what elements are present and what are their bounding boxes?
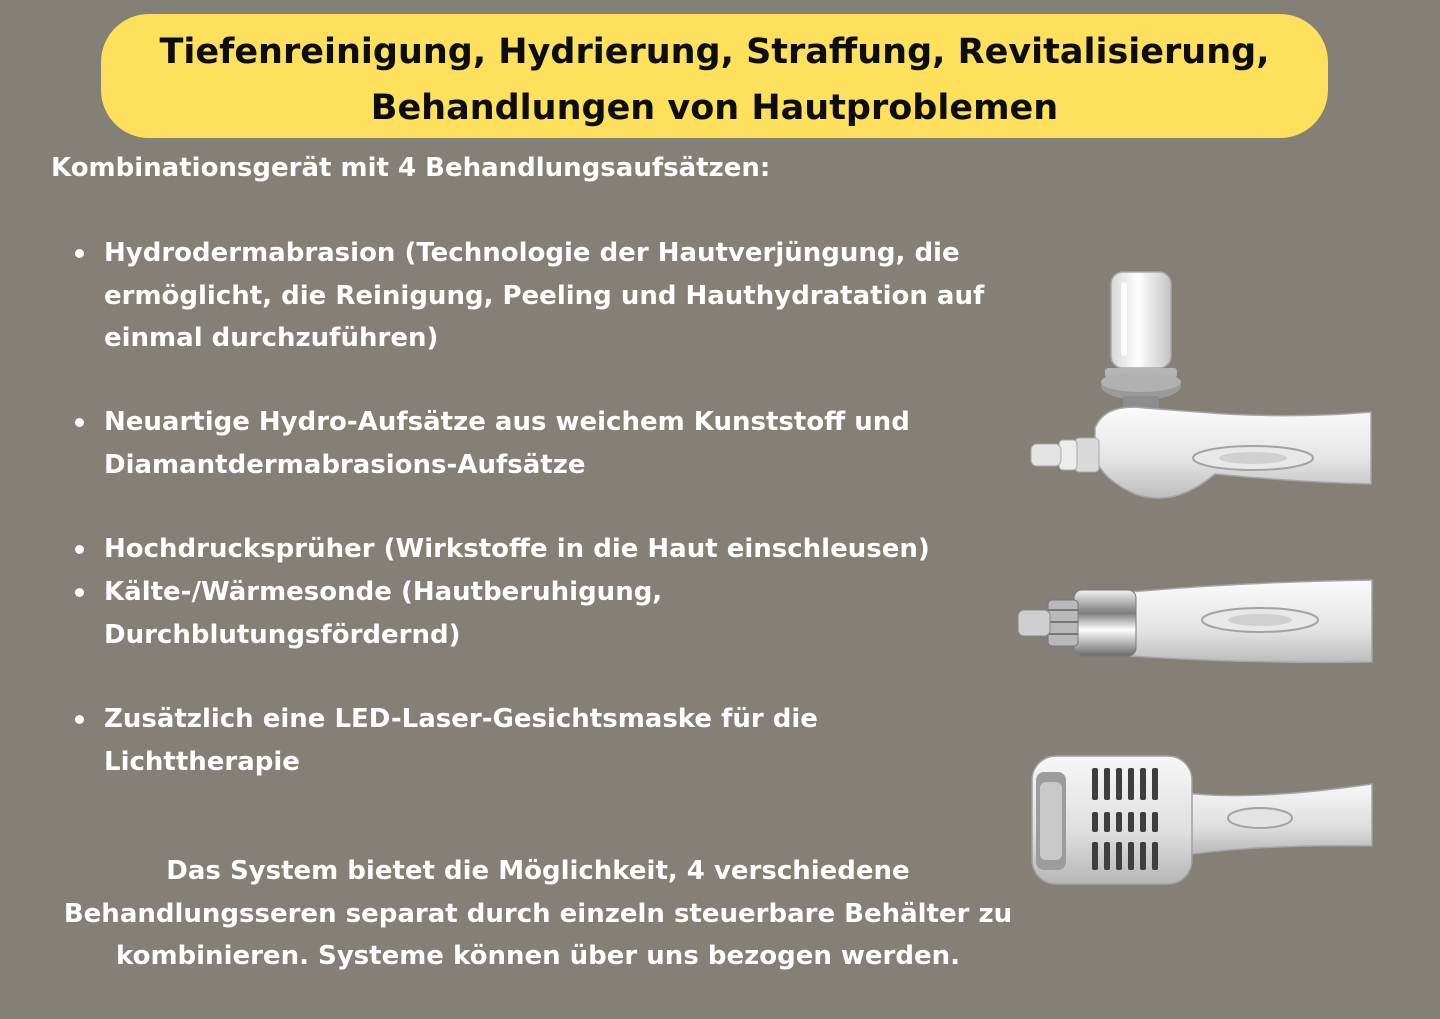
bullet-dot <box>75 418 84 427</box>
spray-handpiece-image <box>1012 578 1376 668</box>
feature-text: Hydrodermabrasion (Technologie der Hautverjüngung, die ermöglicht, die Reinigung, Peeling und Hauthydratation auf einmal durchzuführen) <box>104 238 985 353</box>
feature-item-cold-warm-probe <box>75 571 1035 656</box>
bullet-dot <box>75 588 84 597</box>
intro-heading: Kombinationsgerät mit 4 Behandlungsaufsätzen: <box>51 153 771 183</box>
footer-text: Das System bietet die Möglichkeit, 4 verschiedene Behandlungsseren separat durch einzeln steuerbare Behälter zu kombinieren. Systeme können über uns bezogen werden. <box>63 856 1013 971</box>
bullet-dot <box>75 249 84 258</box>
title-banner <box>101 14 1328 138</box>
feature-text: Hochdrucksprüher (Wirkstoffe in die Haut einschleusen) <box>104 534 930 564</box>
feature-item-high-pressure-sprayer <box>75 528 1035 571</box>
feature-item-hydro-attachments <box>75 401 1035 486</box>
bullet-dot <box>75 545 84 554</box>
title-line-1: Tiefenreinigung, Hydrierung, Straffung, Revitalisierung, <box>159 32 1270 72</box>
feature-text: Zusätzlich eine LED-Laser-Gesichtsmaske für die Lichttherapie <box>104 704 818 777</box>
title-line-2: Behandlungen von Hautproblemen <box>370 88 1059 128</box>
feature-text: Neuartige Hydro-Aufsätze aus weichem Kunststoff und Diamantdermabrasions-Aufsätze <box>104 407 910 480</box>
cold-warm-probe-image <box>1028 752 1378 888</box>
feature-text: Kälte-/Wärmesonde (Hautberuhigung, Durchblutungsfördernd) <box>104 577 663 650</box>
feature-item-led-mask <box>75 698 1035 783</box>
hydro-handpiece-image <box>1025 268 1377 508</box>
feature-item-hydrodermabrasion <box>75 232 1035 360</box>
bullet-dot <box>75 715 84 724</box>
